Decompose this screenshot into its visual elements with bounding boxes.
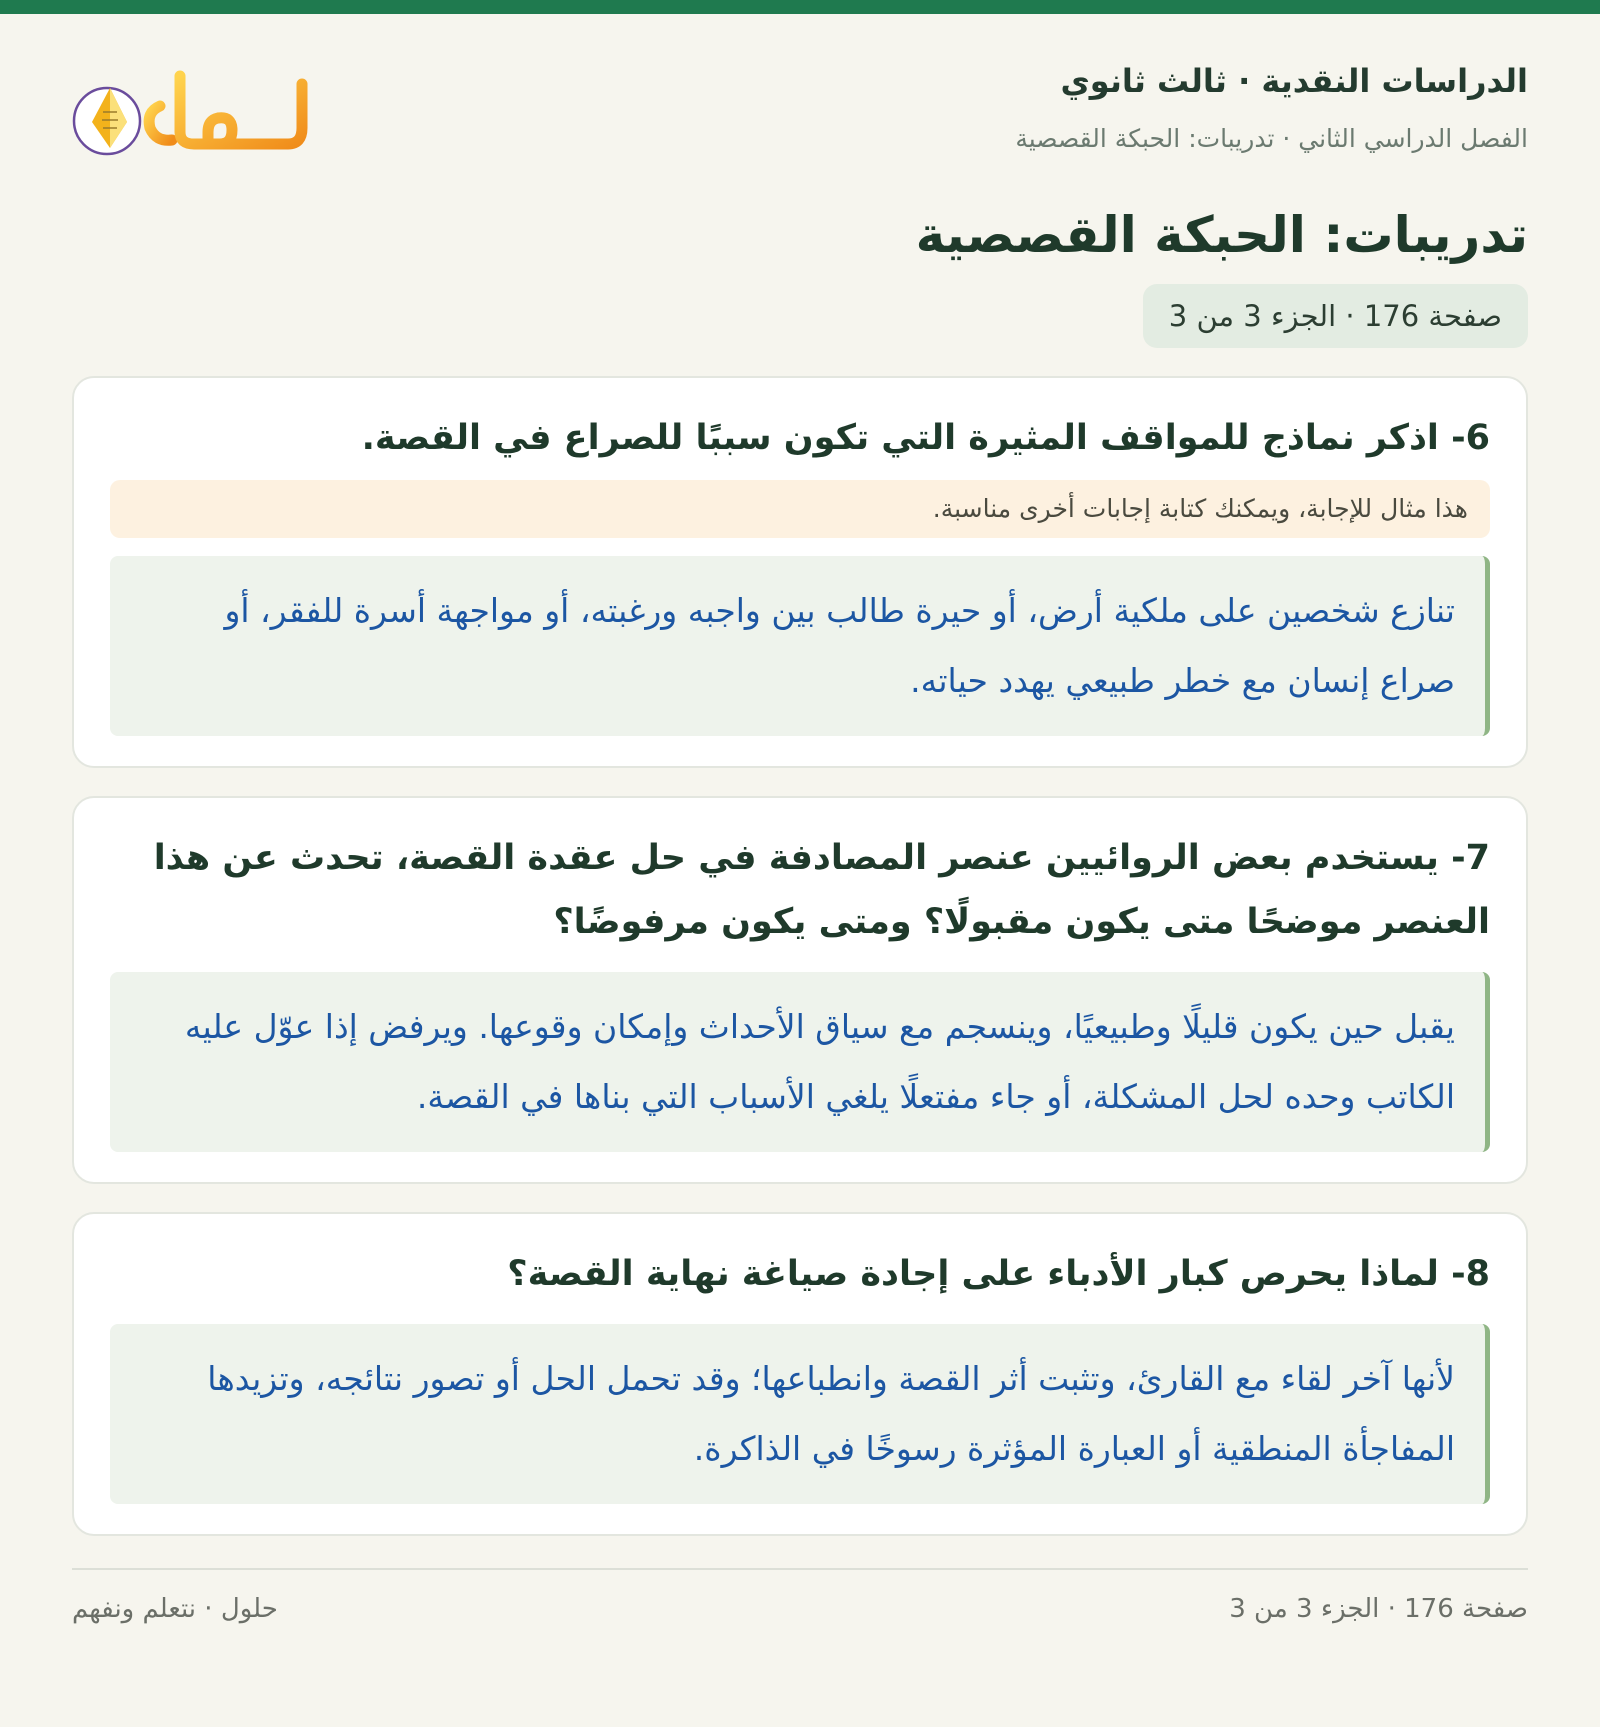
answer-text: لأنها آخر لقاء مع القارئ، وتثبت أثر القصة وانطباعها؛ وقد تحمل الحل أو تصور نتائجه، وتزيدها المفاجأة المنطقية أو العبارة المؤثرة رسوخًا في الذاكرة. [110, 1324, 1490, 1504]
footer-brand: حلول · نتعلم ونفهم [72, 1594, 278, 1624]
answer-text: تنازع شخصين على ملكية أرض، أو حيرة طالب بين واجبه ورغبته، أو مواجهة أسرة للفقر، أو صراع إنسان مع خطر طبيعي يهدد حياته. [110, 556, 1490, 736]
top-accent-bar [0, 0, 1600, 14]
question-card-8 [72, 1212, 1528, 1536]
question-text: 6- اذكر نماذج للمواقف المثيرة التي تكون سببًا للصراع في القصة. [361, 418, 1490, 458]
footer-page-info: صفحة 176 · الجزء 3 من 3 [1229, 1594, 1528, 1624]
answer-note: هذا مثال للإجابة، ويمكنك كتابة إجابات أخرى مناسبة. [110, 480, 1490, 538]
answer-text: يقبل حين يكون قليلًا وطبيعيًا، وينسجم مع سياق الأحداث وإمكان وقوعها. ويرفض إذا عوّل عليه الكاتب وحده لحل المشكلة، أو جاء مفتعلًا يلغي الأسباب التي بناها في القصة. [110, 972, 1490, 1152]
page-chip: صفحة 176 · الجزء 3 من 3 [1143, 284, 1528, 348]
question-text: 8- لماذا يحرص كبار الأدباء على إجادة صياغة نهاية القصة؟ [507, 1254, 1490, 1294]
page-header [72, 14, 1528, 184]
subject-title: الدراسات النقدية · ثالث ثانوي [1060, 62, 1528, 100]
breadcrumb: الفصل الدراسي الثاني · تدريبات: الحبكة القصصية [1015, 124, 1528, 153]
question-text: 7- يستخدم بعض الروائيين عنصر المصادفة في حل عقدة القصة، تحدث عن هذا العنصر موضحًا متى يكون مقبولًا؟ ومتى يكون مرفوضًا؟ [153, 838, 1490, 942]
question-card-7 [72, 796, 1528, 1184]
question-card-6 [72, 376, 1528, 768]
page-footer [72, 1570, 1528, 1650]
page-title: تدريبات: الحبكة القصصية [915, 206, 1528, 264]
hulul-logo-icon[interactable] [72, 66, 312, 166]
